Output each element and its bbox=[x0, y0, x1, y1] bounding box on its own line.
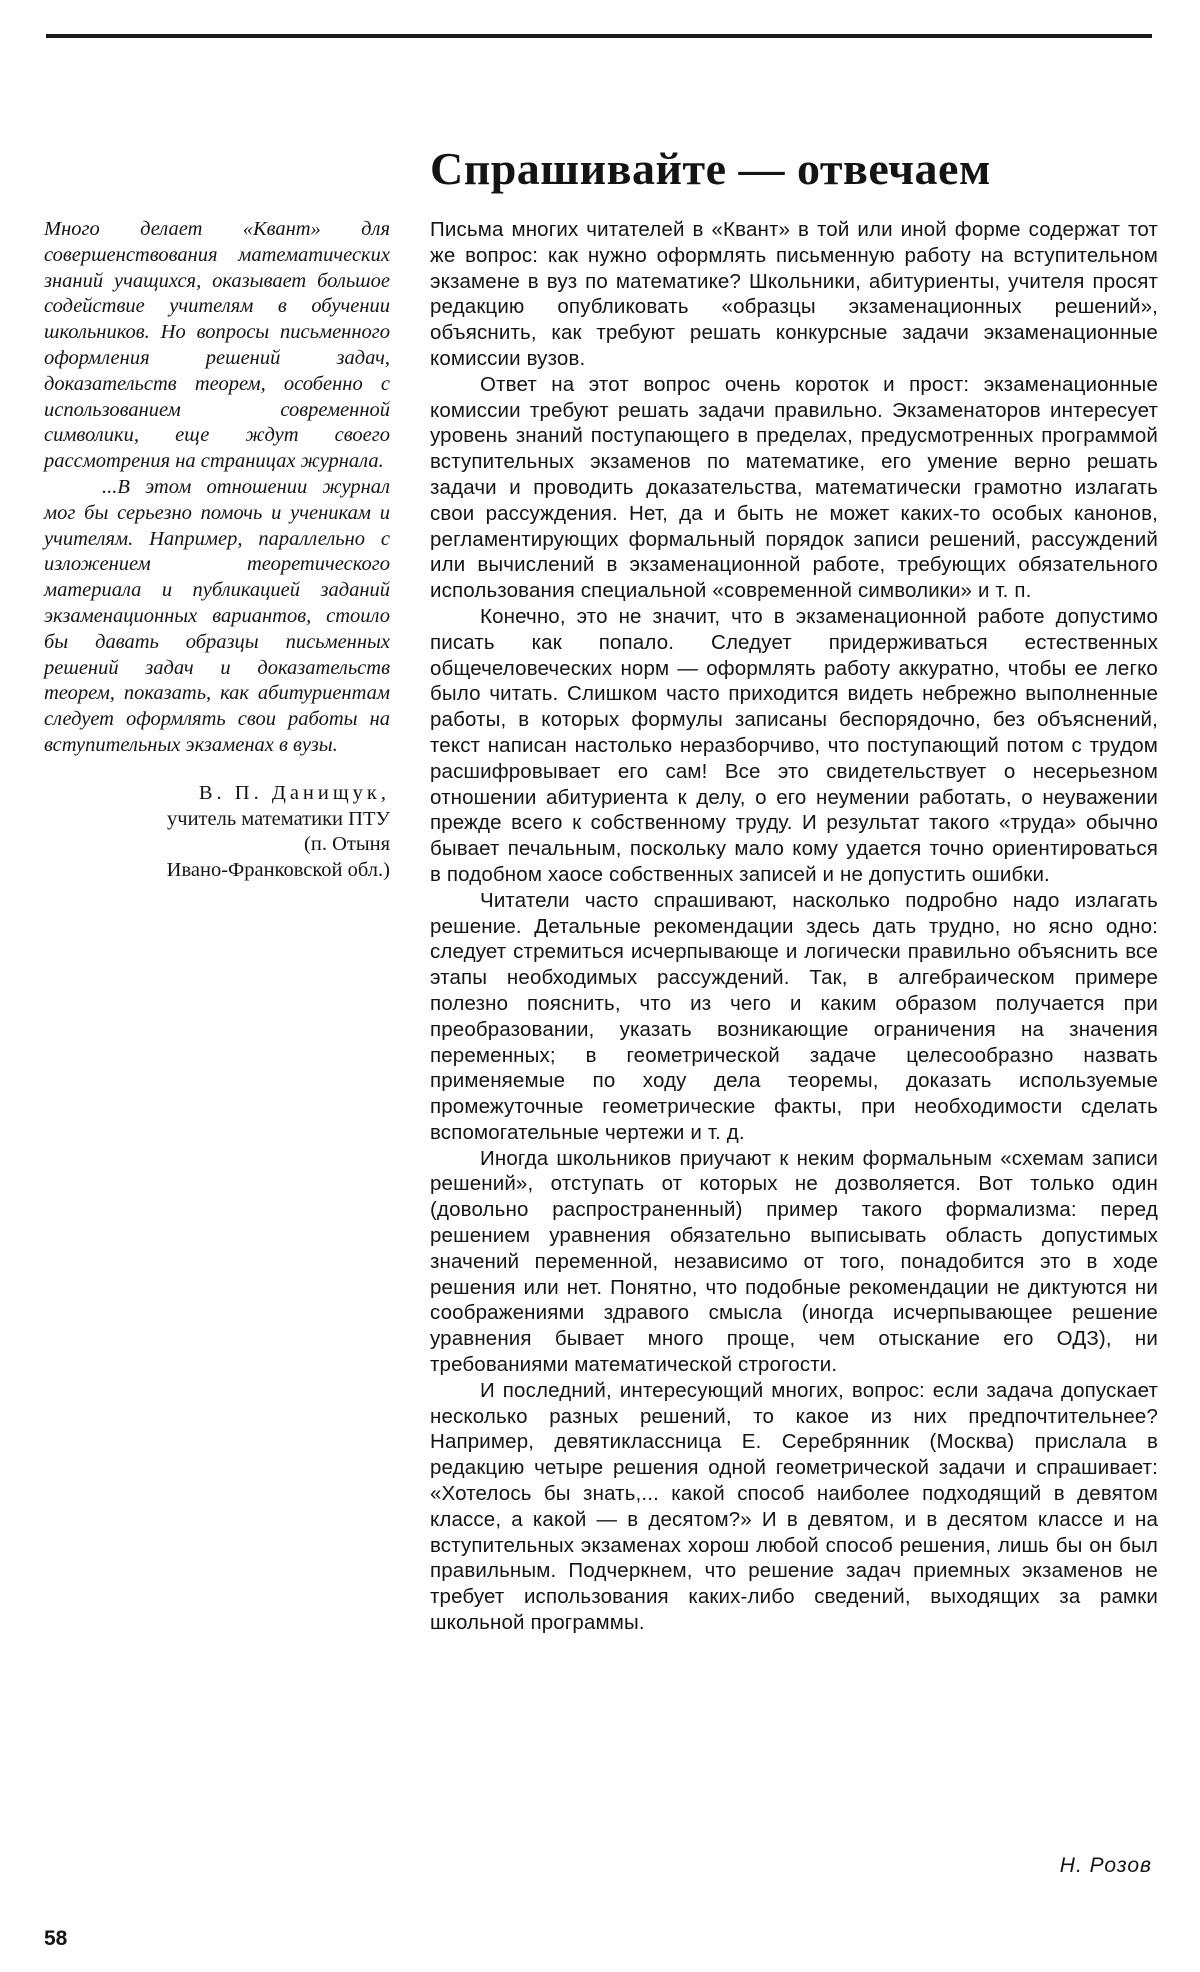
article-body bbox=[430, 217, 1158, 1636]
signature-name: В. П. Данищук, bbox=[198, 781, 390, 804]
letter-paragraph-1: Много делает «Квант» для совершенствования математических знаний учащихся, оказывает большое содействие учителям в обучении школьников. Но вопросы письменного оформления решений задач, доказательств теорем, особенно с использованием современной символики, еще ждут своего рассмотрения на страницах журнала. bbox=[44, 218, 390, 473]
article-paragraph: Иногда школьников приучают к неким формальным «схемам записи решений», отступать от которых не дозволяется. Вот только один (довольно распространенный) пример такого формализма: перед решением уравнения обязательно выписывать область допустимых значений переменной, независимо от того, понадобится это в ходе решения или нет. Понятно, что подобные рекомендации не диктуются ни соображениями здравого смысла (иногда исчерпывающее решение уравнения бывает много проще, чем отыскание его ОДЗ), ни требованиями математической строгости. bbox=[430, 1146, 1158, 1377]
article-title: Спрашивайте — отвечаем bbox=[430, 143, 991, 194]
letter-paragraph-2: ...В этом отношении журнал мог бы серьезно помочь и ученикам и учителям. Например, параллельно с изложением теоретического материала и публикацией заданий экзаменационных вариантов, стоило бы давать образцы письменных решений задач и доказательств теорем, показать, как абитуриентам следует оформлять свои работы на вступительных экзаменах в вузы. bbox=[44, 475, 390, 756]
signature-position: учитель математики ПТУ bbox=[167, 807, 390, 830]
signature-place-line-2: Ивано-Франковской обл.) bbox=[166, 859, 390, 882]
page-number: 58 bbox=[44, 1927, 68, 1950]
top-rule bbox=[46, 34, 1152, 38]
article-paragraph: Ответ на этот вопрос очень короток и прост: экзаменационные комиссии требуют решать задачи правильно. Экзаменаторов интересует уровень знаний поступающего в пределах, предусмотренных программой вступительных экзаменов по математике, его умение верно решать задачи и проводить доказательства, математически грамотно излагать свои рассуждения. Нет, да и быть не может каких-то особых канонов, регламентирующих формальный порядок записи решений, рассуждений или вычислений в экзаменационной работе, требующих обязательного использования специальной «современной символики» и т. п. bbox=[430, 372, 1158, 603]
signature-place-line-1: (п. Отыня bbox=[304, 833, 390, 856]
letter-signature bbox=[44, 781, 390, 884]
article-author: Н. Розов bbox=[1059, 1854, 1152, 1877]
reader-letter-sidebar bbox=[44, 217, 390, 884]
article-paragraph: Конечно, это не значит, что в экзаменационной работе допустимо писать как попало. Следует придерживаться естественных общечеловеческих норм — оформлять работу аккуратно, чтобы ее легко было читать. Слишком часто приходится видеть небрежно выполненные работы, в которых формулы записаны беспорядочно, без объяснений, текст написан настолько неразборчиво, что поступающий потом с трудом расшифровывает его сам! Все это свидетельствует о несерьезном отношении абитуриента к делу, о его неумении работать, о неуважении прежде всего к собственному труду. И результат такого «труда» обычно бывает печальным, поскольку мало кому удается точно ориентироваться в подобном хаосе собственных записей и не допустить ошибки. bbox=[430, 604, 1158, 886]
article-paragraph: И последний, интересующий многих, вопрос: если задача допускает несколько разных решений, то какое из них предпочтительнее? Например, девятиклассница Е. Серебрянник (Москва) прислала в редакцию четыре решения одной геометрической задачи и спрашивает: «Хотелось бы знать,... какой способ наиболее подходящий в девятом классе, а какой — в десятом?» И в девятом, и в десятом классе и на вступительных экзаменах хорош любой способ решения, лишь бы он был правильным. Подчеркнем, что решение задач приемных экзаменов не требует использования каких-либо сведений, выходящих за рамки школьной программы. bbox=[430, 1378, 1158, 1635]
article-paragraph: Читатели часто спрашивают, насколько подробно надо излагать решение. Детальные рекомендации здесь дать трудно, но ясно одно: следует стремиться исчерпывающе и логически правильно объяснить все этапы необходимых рассуждений. Так, в алгебраическом примере полезно пояснить, что из чего и каким образом получается при преобразовании, указать возникающие ограничения на значения переменных; в геометрической задаче целесообразно назвать применяемые по ходу дела теоремы, доказать используемые промежуточные геометрические факты, при необходимости сделать вспомогательные чертежи и т. д. bbox=[430, 888, 1158, 1144]
article-paragraph: Письма многих читателей в «Квант» в той или иной форме содержат тот же вопрос: как нужно оформлять письменную работу на вступительном экзамене в вуз по математике? Школьники, абитуриенты, учителя просят редакцию опубликовать «образцы экзаменационных решений», объяснить, как требуют решать конкурсные задачи экзаменационные комиссии вузов. bbox=[430, 218, 1158, 370]
